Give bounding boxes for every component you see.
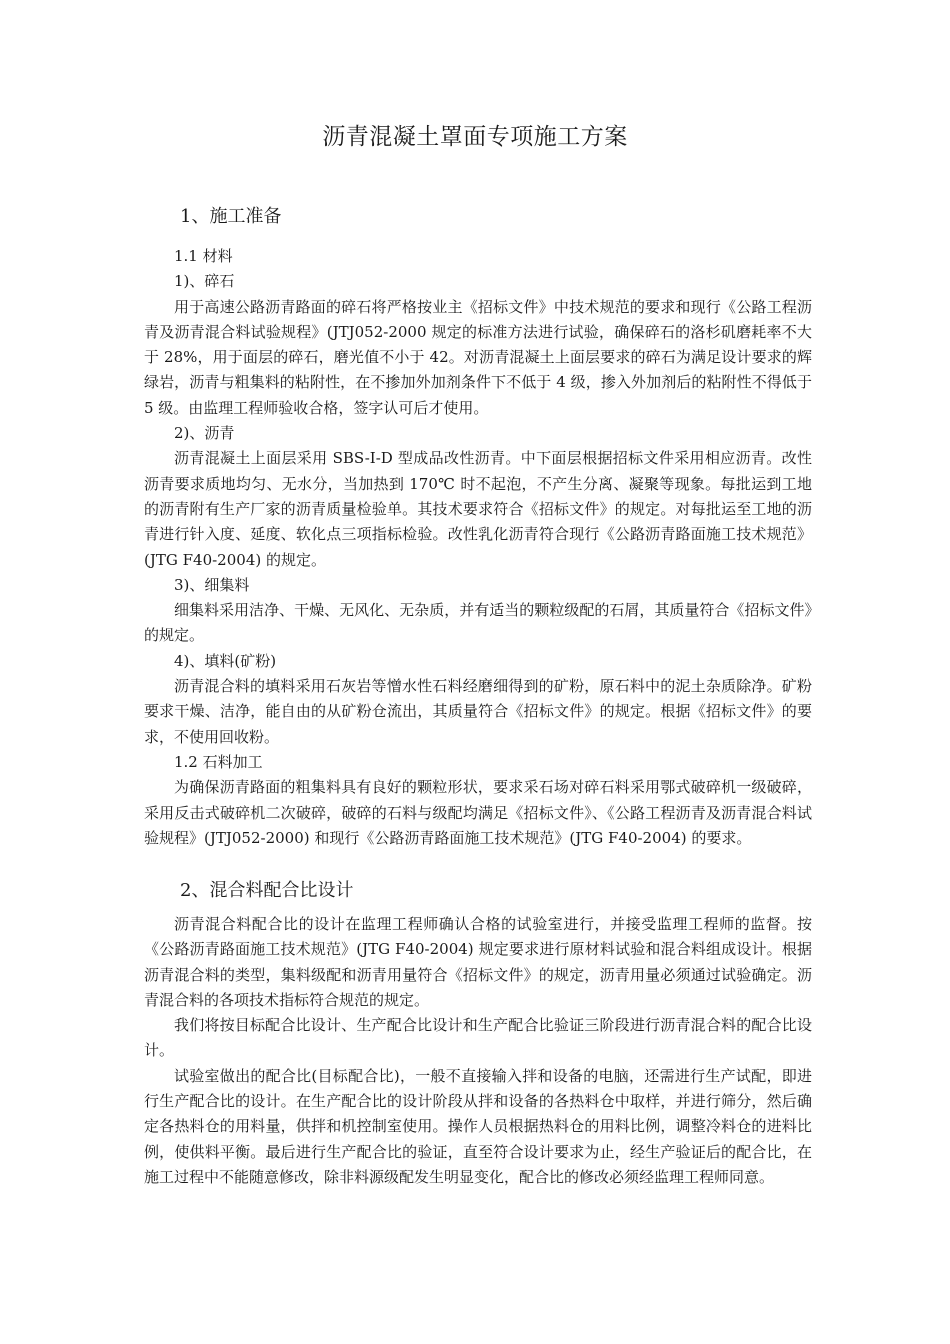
paragraph-fine-aggregate: 细集料采用洁净、干燥、无风化、无杂质，并有适当的颗粒级配的石屑，其质量符合《招标文件》的规定。 <box>144 601 812 645</box>
item-heading-fine-aggregate: 3)、细集料 <box>174 575 250 594</box>
section-heading-construction-preparation: 1、施工准备 <box>180 206 282 227</box>
section-body-mix-design <box>144 912 812 1190</box>
item-heading-crushed-stone: 1)、碎石 <box>174 272 235 291</box>
subsection-heading-materials: 1.1 材料 <box>174 247 233 265</box>
document-title: 沥青混凝土罩面专项施工方案 <box>322 124 628 150</box>
paragraph-stone-processing: 为确保沥青路面的粗集料具有良好的颗粒形状，要求采石场对碎石料采用鄂式破碎机一级破碎，采用反击式破碎机二次破碎，破碎的石料与级配均满足《招标文件》、《公路工程沥青及沥青混合料试验规程》(JTJ052-2000) 和现行《公路沥青路面施工技术规范》(JTG F40-2004) 的要求。 <box>144 778 812 847</box>
item-heading-filler: 4)、填料(矿粉) <box>174 651 277 670</box>
paragraph-filler: 沥青混合料的填料采用石灰岩等憎水性石料经磨细得到的矿粉，原石料中的泥土杂质除净。矿粉要求干燥、洁净，能自由的从矿粉仓流出，其质量符合《招标文件》的规定。根据《招标文件》的要求，不使用回收粉。 <box>144 677 812 746</box>
paragraph-asphalt: 沥青混凝土上面层采用 SBS-I-D 型成品改性沥青。中下面层根据招标文件采用相应沥青。改性沥青要求质地均匀、无水分，当加热到 170℃ 时不起泡，不产生分离、凝聚等现象。每批运到工地的沥青附有生产厂家的沥青质量检验单。其技术要求符合《招标文件》的规定。对每批运至工地的沥青进行针入度、延度、软化点三项指标检验。改性乳化沥青符合现行《公路沥青路面施工技术规范》(JTG F40-2004) 的规定。 <box>144 449 812 569</box>
paragraph-crushed-stone: 用于高速公路沥青路面的碎石将严格按业主《招标文件》中技术规范的要求和现行《公路工程沥青及沥青混合料试验规程》(JTJ052-2000 规定的标准方法进行试验，确保碎石的洛杉矶磨耗率不大于 28%，用于面层的碎石，磨光值不小于 42。对沥青混凝土上面层要求的碎石为满足设计要求的辉绿岩，沥青与粗集料的粘附性，在不掺加外加剂条件下不低于 4 级，掺入外加剂后的粘附性不得低于 5 级。由监理工程师验收合格，签字认可后才使用。 <box>144 297 812 417</box>
paragraph-mix-design-stages: 我们将按目标配合比设计、生产配合比设计和生产配合比验证三阶段进行沥青混合料的配合比设计。 <box>144 1016 812 1060</box>
section-heading-mix-design: 2、混合料配合比设计 <box>180 880 354 901</box>
item-heading-asphalt: 2)、沥青 <box>174 424 235 443</box>
section-body-construction-preparation <box>144 244 812 851</box>
subsection-heading-stone-processing: 1.2 石料加工 <box>174 752 263 771</box>
paragraph-production-mix: 试验室做出的配合比(目标配合比)，一般不直接输入拌和设备的电脑，还需进行生产试配，即进行生产配合比的设计。在生产配合比的设计阶段从拌和设备的各热料仓中取样，并进行筛分，然后确定各热料仓的用料量，供拌和机控制室使用。操作人员根据热料仓的用料比例，调整冷料仓的进料比例，使供料平衡。最后进行生产配合比的验证，直至符合设计要求为止，经生产验证后的配合比，在施工过程中不能随意修改，除非料源级配发生明显变化，配合比的修改必须经监理工程师同意。 <box>144 1066 812 1186</box>
paragraph-mix-design-overview: 沥青混合料配合比的设计在监理工程师确认合格的试验室进行，并接受监理工程师的监督。按《公路沥青路面施工技术规范》(JTG F40-2004) 规定要求进行原材料试验和混合料组成设计。根据沥青混合料的类型，集料级配和沥青用量符合《招标文件》的规定，沥青用量必须通过试验确定。沥青混合料的各项技术指标符合规范的规定。 <box>144 915 812 1009</box>
